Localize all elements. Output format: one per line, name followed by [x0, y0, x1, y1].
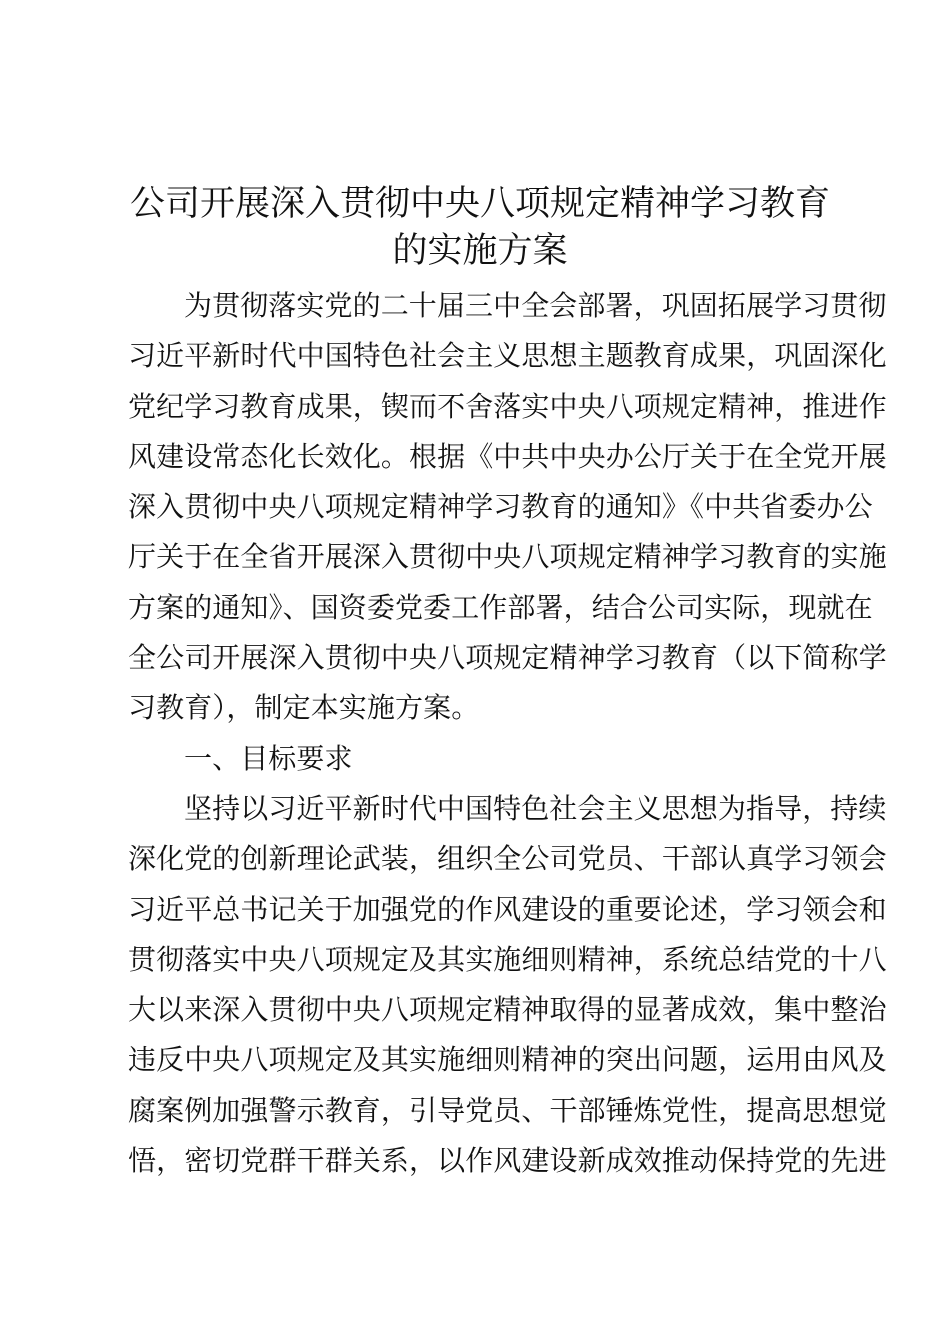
paragraph-line: 为贯彻落实党的二十届三中全会部署，巩固拓展学习贯彻 — [184, 289, 887, 322]
paragraph-line: 深化党的创新理论武装，组织全公司党员、干部认真学习领会 — [128, 842, 887, 876]
paragraph-line: 习教育），制定本实施方案。 — [128, 691, 480, 725]
document-title — [120, 181, 840, 275]
paragraph-line: 违反中央八项规定及其实施细则精神的突出问题，运用由风及 — [128, 1043, 887, 1077]
intro-paragraph — [128, 281, 887, 734]
title-line: 的实施方案 — [392, 231, 568, 271]
paragraph-line: 贯彻落实中央八项规定及其实施细则精神，系统总结党的十八 — [128, 942, 887, 976]
paragraph-line: 大以来深入贯彻中央八项规定精神取得的显著成效，集中整治 — [128, 993, 887, 1027]
paragraph-line: 方案的通知》、国资委党委工作部署，结合公司实际，现就在 — [128, 590, 873, 624]
section-heading: 一、目标要求 — [184, 741, 353, 775]
document-body — [128, 281, 887, 1186]
paragraph-line: 党纪学习教育成果，锲而不舍落实中央八项规定精神，推进作 — [128, 389, 887, 423]
paragraph-line: 腐案例加强警示教育，引导党员、干部锤炼党性，提高思想觉 — [128, 1093, 887, 1127]
paragraph-line: 厅关于在全省开展深入贯彻中央八项规定精神学习教育的实施 — [128, 540, 887, 574]
paragraph-line: 深入贯彻中央八项规定精神学习教育的通知》《中共省委办公 — [128, 490, 873, 524]
paragraph-line: 悟，密切党群干群关系，以作风建设新成效推动保持党的先进 — [128, 1144, 887, 1178]
paragraph-line: 全公司开展深入贯彻中央八项规定精神学习教育（以下简称学 — [128, 641, 887, 675]
paragraph-line: 习近平总书记关于加强党的作风建设的重要论述，学习领会和 — [128, 892, 887, 926]
paragraph-line: 习近平新时代中国特色社会主义思想主题教育成果，巩固深化 — [128, 339, 887, 373]
title-line: 公司开展深入贯彻中央八项规定精神学习教育 — [129, 184, 830, 224]
paragraph-line: 坚持以习近平新时代中国特色社会主义思想为指导，持续 — [184, 791, 887, 825]
section-paragraph — [128, 784, 887, 1186]
paragraph-line: 风建设常态化长效化。根据《中共中央办公厅关于在全党开展 — [128, 439, 887, 473]
